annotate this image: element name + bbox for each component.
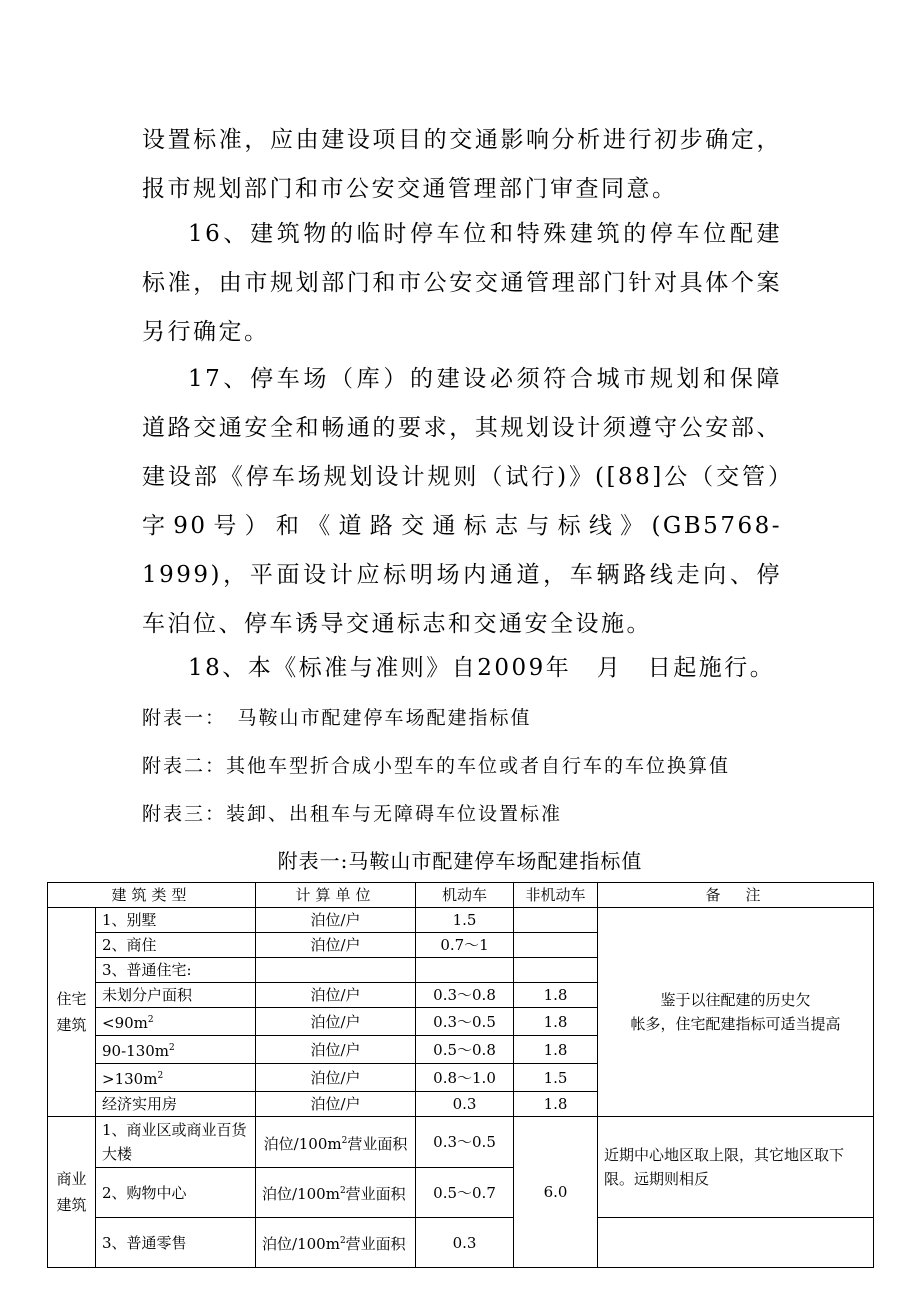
- residential-note-line2: 帐多，住宅配建指标可适当提高: [630, 1015, 841, 1033]
- row-motor: 0.3～0.5: [416, 1117, 514, 1168]
- row-motor: 0.3: [416, 1092, 514, 1117]
- row-name-text: 90-130m: [102, 1042, 170, 1060]
- superscript: 2: [147, 1015, 154, 1025]
- superscript: 2: [157, 1071, 164, 1081]
- row-unit: [256, 1117, 416, 1168]
- row-unit: 泊位/户: [256, 983, 416, 1008]
- row-unit: [256, 1168, 416, 1218]
- residential-note: [598, 908, 874, 1117]
- parking-standards-table: [47, 882, 874, 1268]
- residential-note-line1: 鉴于以往配建的历史欠: [660, 991, 811, 1009]
- superscript: 2: [339, 1236, 346, 1246]
- row-name-text: <90m: [102, 1014, 148, 1032]
- unit-text: 营业面积: [345, 1185, 406, 1203]
- row-name: 经济实用房: [96, 1092, 256, 1117]
- paragraph-16: 16、建筑物的临时停车位和特殊建筑的停车位配建标准，由市规划部门和市公安交通管理部门针对具体个案另行确定。: [142, 221, 782, 345]
- superscript: 2: [169, 1043, 175, 1053]
- row-motor: 0.5～0.7: [416, 1168, 514, 1218]
- category-residential: 住宅建筑: [48, 908, 96, 1117]
- row-nonmotor: 1.8: [514, 1036, 598, 1064]
- row-motor: [416, 958, 514, 983]
- row-name: 1、商业区或商业百货大楼: [96, 1117, 256, 1168]
- unit-text: 泊位/100m: [263, 1134, 342, 1153]
- attachment-1: 附表一： 马鞍山市配建停车场配建指标值: [142, 707, 532, 729]
- header-nonmotor: 非机动车: [514, 883, 598, 908]
- row-name: 3、普通住宅:: [96, 958, 256, 983]
- row-unit: 泊位/户: [256, 1092, 416, 1117]
- row-name-text: >130m: [102, 1070, 158, 1088]
- row-name: [96, 1064, 256, 1092]
- attachment-2: 附表二：其他车型折合成小型车的车位或者自行车的车位换算值: [142, 755, 731, 777]
- row-nonmotor: 1.8: [514, 1008, 598, 1036]
- commercial-note: 近期中心地区取上限，其它地区取下限。远期则相反: [598, 1117, 874, 1218]
- paragraph-continued: 设置标准，应由建设项目的交通影响分析进行初步确定，报市规划部门和市公安交通管理部门审查同意。: [142, 127, 782, 202]
- row-nonmotor: [514, 908, 598, 933]
- unit-text: 泊位/100m: [262, 1235, 340, 1253]
- row-unit: [256, 958, 416, 983]
- row-unit: 泊位/户: [256, 1036, 416, 1064]
- row-name: 3、普通零售: [96, 1218, 256, 1268]
- row-motor: 0.5～0.8: [416, 1036, 514, 1064]
- unit-text: 营业面积: [347, 1134, 408, 1153]
- row-motor: 0.7～1: [416, 933, 514, 958]
- row-name: [96, 1008, 256, 1036]
- table-row: [48, 1218, 874, 1268]
- row-name: [96, 1036, 256, 1064]
- row-nonmotor: 1.8: [514, 983, 598, 1008]
- table-row: [48, 1117, 874, 1168]
- header-building-type: 建筑类型: [48, 883, 256, 908]
- row-nonmotor: [514, 958, 598, 983]
- header-note: 备 注: [598, 883, 874, 908]
- row-name: 2、商住: [96, 933, 256, 958]
- row-motor: 0.3: [416, 1218, 514, 1268]
- row-unit: 泊位/户: [256, 1008, 416, 1036]
- row-name: 未划分户面积: [96, 983, 256, 1008]
- table-header-row: [48, 883, 874, 908]
- row-motor: 0.3～0.5: [416, 1008, 514, 1036]
- row-unit: 泊位/户: [256, 1064, 416, 1092]
- unit-text: 营业面积: [345, 1235, 406, 1253]
- superscript: 2: [341, 1135, 348, 1146]
- empty-note-cell: [598, 1218, 874, 1268]
- row-nonmotor: 1.8: [514, 1092, 598, 1117]
- header-motor: 机动车: [416, 883, 514, 908]
- attachment-3: 附表三：装卸、出租车与无障碍车位设置标准: [142, 803, 563, 825]
- paragraph-17: 17、停车场（库）的建设必须符合城市规划和保障道路交通安全和畅通的要求，其规划设计须遵守公安部、建设部《停车场规划设计规则（试行)》([88]公（交管）字90号）和《道路交通标志与标线》(GB5768-1999)，平面设计应标明场内通道，车辆路线走向、停车泊位、停车诱导交通标志和交通安全设施。: [142, 366, 782, 637]
- unit-text: 泊位/100m: [262, 1185, 340, 1203]
- row-motor: 1.5: [416, 908, 514, 933]
- table-title: 附表一:马鞍山市配建停车场配建指标值: [277, 849, 643, 873]
- row-nonmotor: [514, 933, 598, 958]
- commercial-nonmotor: 6.0: [514, 1117, 598, 1268]
- row-unit: 泊位/户: [256, 933, 416, 958]
- row-name: 1、别墅: [96, 908, 256, 933]
- row-motor: 0.8～1.0: [416, 1064, 514, 1092]
- superscript: 2: [339, 1186, 346, 1196]
- row-nonmotor: 1.5: [514, 1064, 598, 1092]
- row-unit: [256, 1218, 416, 1268]
- row-unit: 泊位/户: [256, 908, 416, 933]
- paragraph-18: 18、本《标准与准则》自2009年 月 日起施行。: [188, 655, 776, 681]
- header-unit: 计算单位: [256, 883, 416, 908]
- category-commercial: 商业建筑: [48, 1117, 96, 1268]
- row-motor: 0.3～0.8: [416, 983, 514, 1008]
- row-name: 2、购物中心: [96, 1168, 256, 1218]
- table-row: [48, 908, 874, 933]
